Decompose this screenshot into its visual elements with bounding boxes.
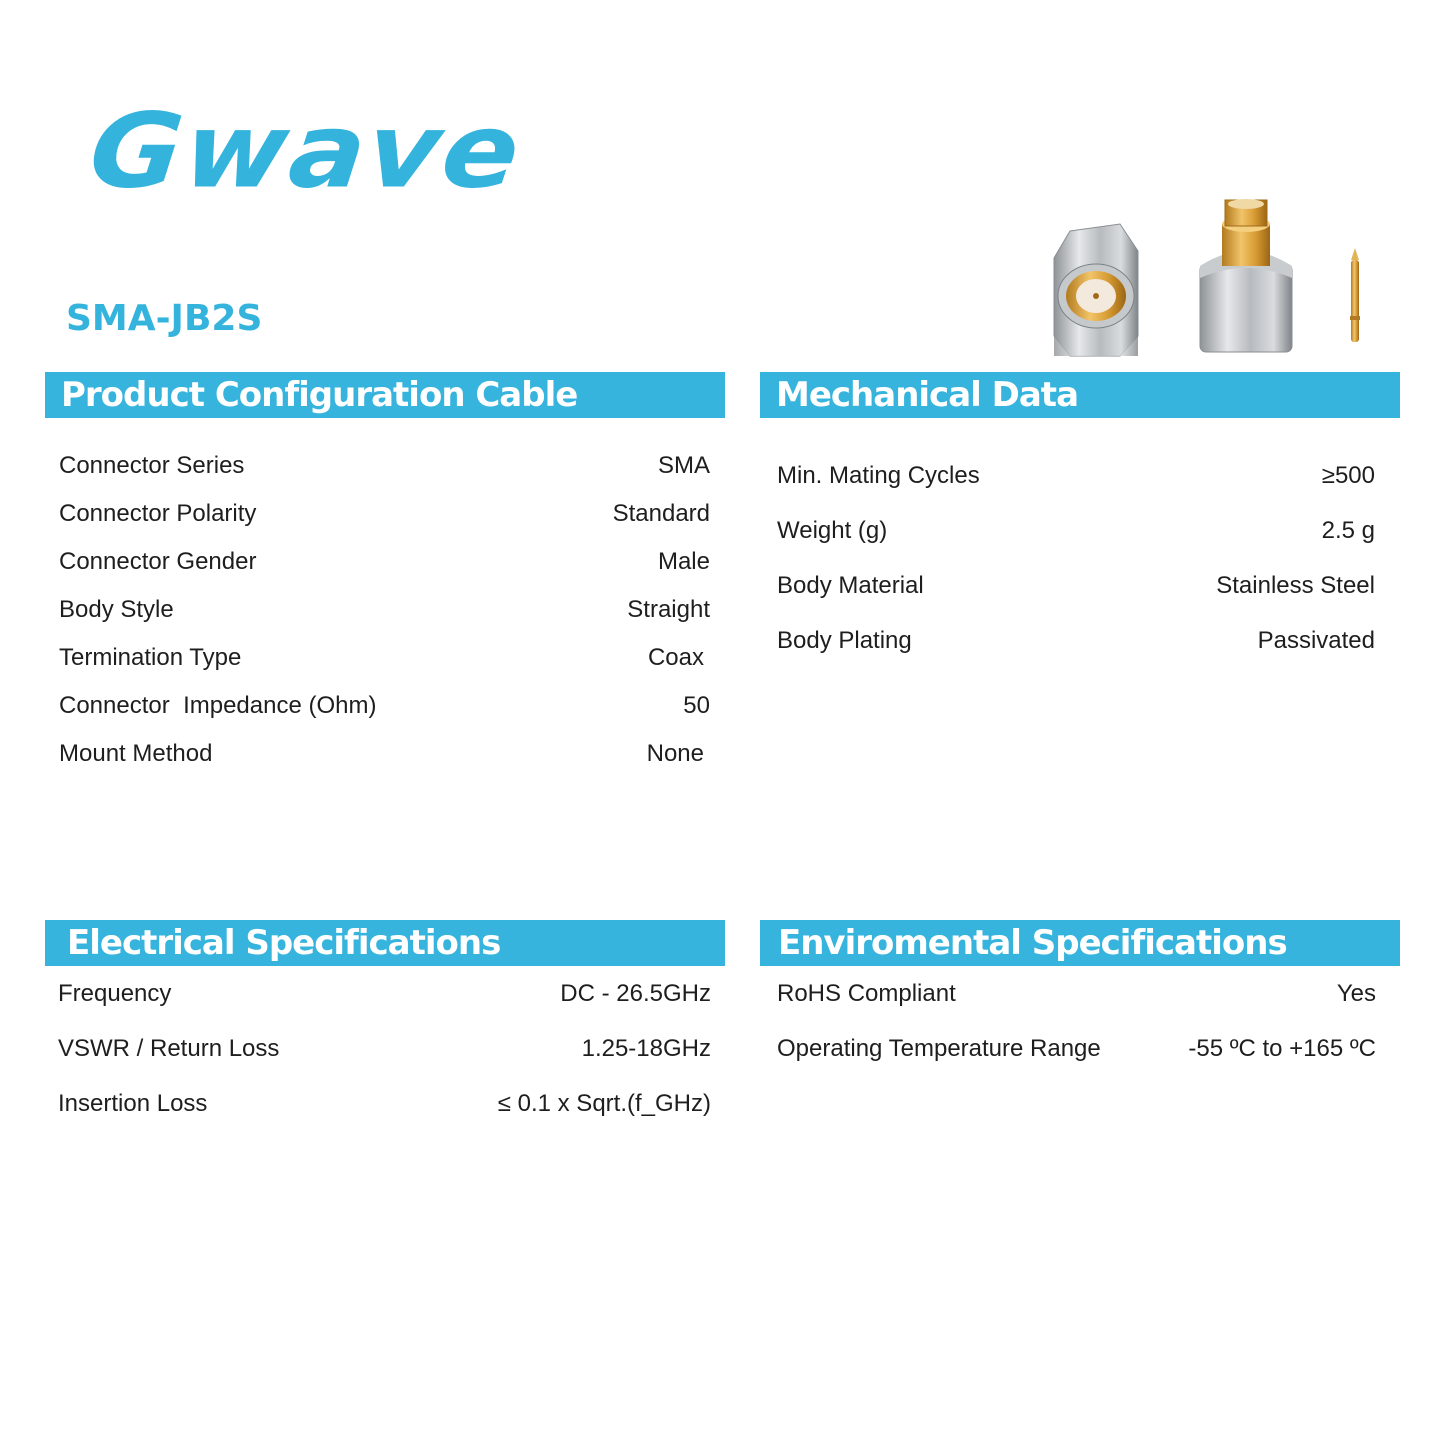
model-number: SMA-JB2S (66, 298, 263, 339)
spec-row (777, 503, 1375, 558)
spec-value: DC - 26.5GHz (560, 979, 711, 1007)
spec-value: None (646, 740, 704, 767)
section-title: Product Configuration Cable (45, 372, 725, 418)
connector-front-view (1054, 224, 1138, 356)
spec-value: -55 ºC to +165 ºC (1188, 1034, 1376, 1062)
spec-label: RoHS Compliant (777, 979, 956, 1007)
spec-label: Insertion Loss (58, 1089, 208, 1117)
spec-label: Body Style (59, 596, 174, 623)
section-product-configuration (45, 372, 725, 778)
spec-label: Mount Method (59, 740, 213, 767)
spec-list (45, 418, 725, 778)
spec-value: 50 (683, 692, 710, 719)
spec-row (777, 448, 1375, 503)
spec-label: Connector Impedance (Ohm) (59, 692, 377, 719)
spec-label: Termination Type (59, 644, 242, 671)
spec-value: 2.5 g (1321, 516, 1375, 544)
spec-label: Body Material (777, 571, 924, 599)
section-title: Electrical Specifications (45, 920, 725, 966)
sma-connector-photo (1040, 196, 1380, 361)
spec-value: ≥500 (1321, 461, 1375, 489)
section-title: Enviromental Specifications (760, 920, 1400, 966)
spec-value: 1.25-18GHz (581, 1034, 711, 1062)
spec-value: Straight (627, 596, 710, 623)
connector-side-view (1200, 199, 1292, 352)
center-pin (1350, 248, 1360, 342)
spec-row (777, 966, 1376, 1021)
spec-value: Stainless Steel (1216, 571, 1375, 599)
spec-label: Body Plating (777, 626, 912, 654)
spec-list (760, 966, 1400, 1076)
spec-value: ≤ 0.1 x Sqrt.(f_GHz) (497, 1089, 711, 1117)
spec-label: Min. Mating Cycles (777, 461, 980, 489)
spec-row (777, 1021, 1376, 1076)
spec-row (59, 442, 710, 490)
spec-value: Standard (612, 500, 710, 527)
spec-row (59, 730, 710, 778)
spec-value: SMA (657, 452, 710, 479)
spec-row (58, 966, 711, 1021)
section-title: Mechanical Data (760, 372, 1400, 418)
spec-label: VSWR / Return Loss (58, 1034, 280, 1062)
spec-label: Connector Gender (59, 548, 257, 575)
section-mechanical-data (760, 372, 1400, 668)
spec-row (59, 538, 710, 586)
section-environmental-specifications (760, 920, 1400, 1076)
spec-label: Connector Series (59, 452, 245, 479)
spec-row (59, 682, 710, 730)
section-electrical-specifications (45, 920, 725, 1131)
spec-row (777, 558, 1375, 613)
spec-row (58, 1021, 711, 1076)
spec-label: Connector Polarity (59, 500, 257, 527)
spec-value: Passivated (1257, 626, 1375, 654)
spec-value: Yes (1336, 979, 1376, 1007)
spec-label: Frequency (58, 979, 172, 1007)
spec-row (59, 634, 710, 682)
brand-logo: Gwave (84, 91, 527, 212)
spec-row (59, 586, 710, 634)
spec-row (777, 613, 1375, 668)
spec-value: Coax (647, 644, 704, 671)
spec-list (45, 966, 725, 1131)
spec-row (58, 1076, 711, 1131)
spec-value: Male (657, 548, 710, 575)
spec-list (760, 418, 1400, 668)
spec-label: Weight (g) (777, 516, 888, 544)
spec-row (59, 490, 710, 538)
spec-label: Operating Temperature Range (777, 1034, 1101, 1062)
